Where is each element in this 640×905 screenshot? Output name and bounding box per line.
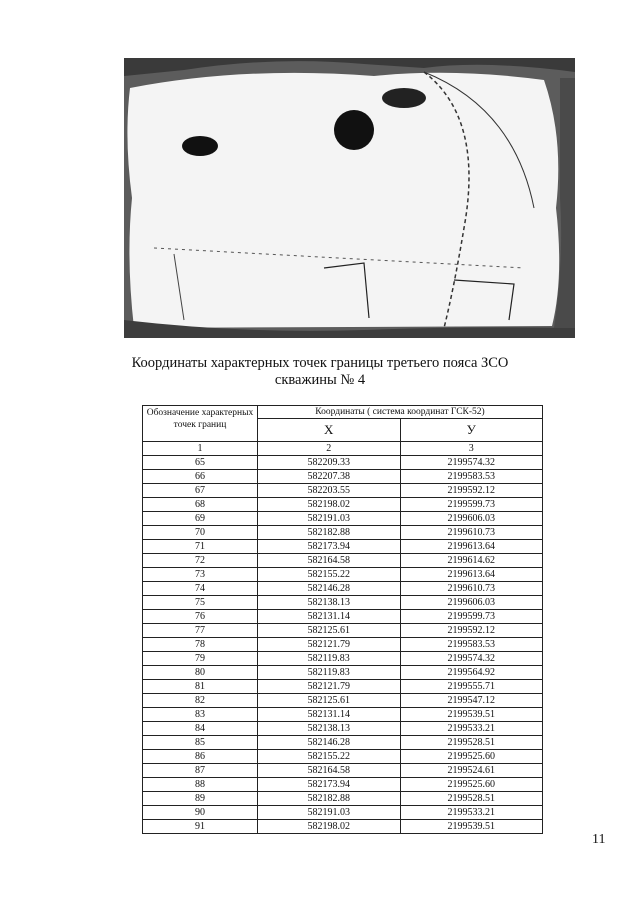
y-coordinate-cell: 2199614.62 — [400, 554, 543, 568]
x-coordinate-cell: 582164.58 — [258, 554, 401, 568]
table-row — [143, 456, 543, 470]
table-row — [143, 568, 543, 582]
page-title: Координаты характерных точек границы третьего пояса ЗСО скважины № 4 — [131, 355, 509, 388]
x-coordinate-cell: 582125.61 — [258, 624, 401, 638]
y-coordinate-cell: 2199525.60 — [400, 750, 543, 764]
point-number-cell: 87 — [143, 764, 258, 778]
table-row — [143, 498, 543, 512]
point-number-cell: 91 — [143, 820, 258, 834]
x-coordinate-cell: 582164.58 — [258, 764, 401, 778]
table-row — [143, 610, 543, 624]
x-coordinate-cell: 582155.22 — [258, 750, 401, 764]
table-row — [143, 540, 543, 554]
y-coordinate-cell: 2199524.61 — [400, 764, 543, 778]
x-coordinate-cell: 582191.03 — [258, 512, 401, 526]
x-coordinate-cell: 582182.88 — [258, 792, 401, 806]
y-coordinate-cell: 2199610.73 — [400, 582, 543, 596]
y-coordinate-cell: 2199606.03 — [400, 596, 543, 610]
point-number-cell: 66 — [143, 470, 258, 484]
table-row — [143, 554, 543, 568]
x-coordinate-cell: 582198.02 — [258, 498, 401, 512]
x-header: X — [258, 419, 401, 442]
x-coordinate-cell: 582146.28 — [258, 582, 401, 596]
point-number-cell: 72 — [143, 554, 258, 568]
table-row — [143, 596, 543, 610]
y-coordinate-cell: 2199613.64 — [400, 540, 543, 554]
point-number-cell: 75 — [143, 596, 258, 610]
y-coordinate-cell: 2199613.64 — [400, 568, 543, 582]
table-row — [143, 764, 543, 778]
table-row — [143, 792, 543, 806]
y-coordinate-cell: 2199533.21 — [400, 806, 543, 820]
point-number-cell: 65 — [143, 456, 258, 470]
point-number-cell: 85 — [143, 736, 258, 750]
table-row — [143, 470, 543, 484]
point-number-cell: 68 — [143, 498, 258, 512]
y-coordinate-cell: 2199599.73 — [400, 610, 543, 624]
y-coordinate-cell: 2199555.71 — [400, 680, 543, 694]
table-row — [143, 806, 543, 820]
table-row — [143, 652, 543, 666]
y-coordinate-cell: 2199583.53 — [400, 638, 543, 652]
y-coordinate-cell: 2199606.03 — [400, 512, 543, 526]
point-number-cell: 74 — [143, 582, 258, 596]
table-row — [143, 666, 543, 680]
x-coordinate-cell: 582119.83 — [258, 666, 401, 680]
point-number-cell: 80 — [143, 666, 258, 680]
column-number: 3 — [400, 442, 543, 456]
x-coordinate-cell: 582138.13 — [258, 722, 401, 736]
table-row — [143, 512, 543, 526]
y-coordinate-cell: 2199564.92 — [400, 666, 543, 680]
point-number-cell: 89 — [143, 792, 258, 806]
y-coordinate-cell: 2199592.12 — [400, 484, 543, 498]
point-number-cell: 76 — [143, 610, 258, 624]
table-row — [143, 736, 543, 750]
column-number: 2 — [258, 442, 401, 456]
x-coordinate-cell: 582121.79 — [258, 638, 401, 652]
point-number-cell: 71 — [143, 540, 258, 554]
point-number-cell: 90 — [143, 806, 258, 820]
point-number-cell: 84 — [143, 722, 258, 736]
x-coordinate-cell: 582131.14 — [258, 708, 401, 722]
table-row — [143, 778, 543, 792]
y-coordinate-cell: 2199599.73 — [400, 498, 543, 512]
x-coordinate-cell: 582173.94 — [258, 540, 401, 554]
point-number-cell: 77 — [143, 624, 258, 638]
x-coordinate-cell: 582207.38 — [258, 470, 401, 484]
x-coordinate-cell: 582125.61 — [258, 694, 401, 708]
y-coordinate-cell: 2199574.32 — [400, 456, 543, 470]
x-coordinate-cell: 582155.22 — [258, 568, 401, 582]
table-row — [143, 820, 543, 834]
table-row — [143, 708, 543, 722]
y-coordinate-cell: 2199539.51 — [400, 708, 543, 722]
point-number-cell: 69 — [143, 512, 258, 526]
column-number: 1 — [143, 442, 258, 456]
map-drawing — [124, 58, 575, 338]
y-coordinate-cell: 2199592.12 — [400, 624, 543, 638]
x-coordinate-cell: 582191.03 — [258, 806, 401, 820]
table-header-row — [143, 406, 543, 419]
table-row — [143, 484, 543, 498]
page-number: 11 — [592, 832, 606, 847]
y-coordinate-cell: 2199528.51 — [400, 736, 543, 750]
table-row — [143, 526, 543, 540]
x-coordinate-cell: 582173.94 — [258, 778, 401, 792]
point-number-cell: 82 — [143, 694, 258, 708]
point-number-cell: 70 — [143, 526, 258, 540]
y-coordinate-cell: 2199525.60 — [400, 778, 543, 792]
table-row — [143, 624, 543, 638]
point-number-cell: 73 — [143, 568, 258, 582]
x-coordinate-cell: 582182.88 — [258, 526, 401, 540]
table-row — [143, 722, 543, 736]
table-row — [143, 694, 543, 708]
y-coordinate-cell: 2199583.53 — [400, 470, 543, 484]
table-row — [143, 680, 543, 694]
table-row — [143, 638, 543, 652]
y-coordinate-cell: 2199528.51 — [400, 792, 543, 806]
point-number-cell: 83 — [143, 708, 258, 722]
column-number-row — [143, 442, 543, 456]
y-coordinate-cell: 2199574.32 — [400, 652, 543, 666]
y-coordinate-cell: 2199547.12 — [400, 694, 543, 708]
y-header: У — [400, 419, 543, 442]
scanned-map-image — [124, 58, 575, 338]
table-row — [143, 750, 543, 764]
x-coordinate-cell: 582146.28 — [258, 736, 401, 750]
x-coordinate-cell: 582209.33 — [258, 456, 401, 470]
x-coordinate-cell: 582131.14 — [258, 610, 401, 624]
point-number-cell: 88 — [143, 778, 258, 792]
point-number-cell: 78 — [143, 638, 258, 652]
x-coordinate-cell: 582121.79 — [258, 680, 401, 694]
x-coordinate-cell: 582198.02 — [258, 820, 401, 834]
x-coordinate-cell: 582138.13 — [258, 596, 401, 610]
y-coordinate-cell: 2199539.51 — [400, 820, 543, 834]
coordinates-table — [142, 405, 543, 834]
x-coordinate-cell: 582203.55 — [258, 484, 401, 498]
point-number-cell: 67 — [143, 484, 258, 498]
table-row — [143, 582, 543, 596]
point-number-cell: 79 — [143, 652, 258, 666]
designation-header: Обозначение характерных точек границ — [143, 406, 258, 442]
y-coordinate-cell: 2199533.21 — [400, 722, 543, 736]
x-coordinate-cell: 582119.83 — [258, 652, 401, 666]
point-number-cell: 81 — [143, 680, 258, 694]
y-coordinate-cell: 2199610.73 — [400, 526, 543, 540]
coordinates-header: Координаты ( система координат ГСК-52) — [258, 406, 543, 419]
point-number-cell: 86 — [143, 750, 258, 764]
